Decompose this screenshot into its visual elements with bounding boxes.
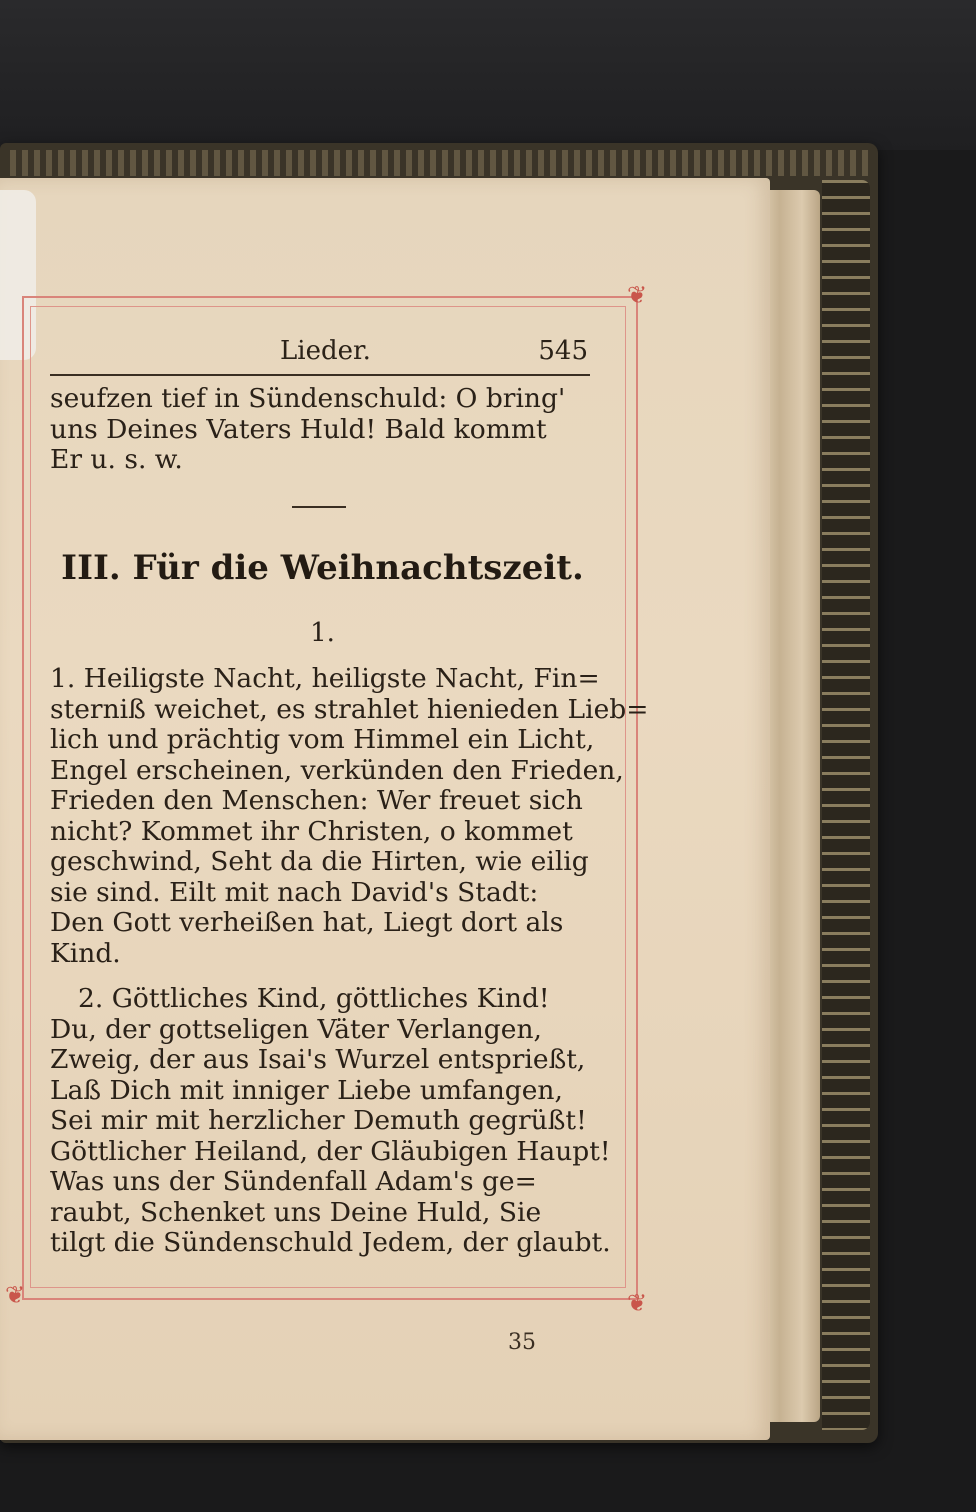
- text-line: Göttlicher Heiland, der Gläubigen Haupt!: [50, 1135, 611, 1167]
- text-line: raubt, Schenket uns Deine Huld, Sie: [50, 1196, 542, 1228]
- text-line: sterniß weichet, es strahlet hienieden Lieb=: [50, 693, 649, 725]
- text-line: 1. Heiligste Nacht, heiligste Nacht, Fin=: [50, 663, 600, 694]
- text-line: nicht? Kommet ihr Christen, o kommet: [50, 815, 573, 847]
- text-line: Kind.: [50, 937, 121, 969]
- text-line: geschwind, Seht da die Hirten, wie eilig: [50, 846, 589, 877]
- text-line: lich und prächtig vom Himmel ein Licht,: [50, 724, 595, 755]
- text-line: sie sind. Eilt mit nach David's Stadt:: [50, 876, 539, 908]
- text-line: Sei mir mit herzlicher Demuth gegrüßt!: [50, 1105, 587, 1136]
- text-line: uns Deines Vaters Huld! Bald kommt: [50, 413, 547, 445]
- text-line: Frieden den Menschen: Wer freuet sich: [50, 785, 583, 816]
- section-heading: III. Für die Weihnachtszeit.: [61, 548, 584, 588]
- text-line: Den Gott verheißen hat, Liegt dort als: [50, 907, 564, 938]
- text-line: Engel erscheinen, verkünden den Frieden,: [50, 754, 624, 786]
- text-line: Er u. s. w.: [50, 444, 183, 475]
- running-head-title: Lieder.: [280, 336, 371, 366]
- text-line: Was uns der Sündenfall Adam's ge=: [50, 1166, 537, 1197]
- hymn-number: 1.: [310, 618, 335, 648]
- text-line: Du, der gottseligen Väter Verlangen,: [50, 1013, 542, 1045]
- text-line: 2. Göttliches Kind, göttliches Kind!: [78, 983, 550, 1014]
- cover-gilt-border-right: [822, 180, 870, 1430]
- section-divider: [292, 506, 346, 508]
- text-line: Zweig, der aus Isai's Wurzel entsprießt,: [50, 1044, 586, 1075]
- continuation-text: [50, 384, 595, 476]
- dark-background: [0, 0, 976, 150]
- running-head: [50, 332, 590, 376]
- text-line: seufzen tief in Sündenschuld: O bring': [50, 383, 566, 414]
- page-number: 545: [538, 336, 588, 366]
- verse-1: [50, 663, 649, 969]
- verse-2: [50, 983, 611, 1259]
- signature-mark: 35: [508, 1330, 536, 1355]
- corner-ornament-icon: ❦: [626, 281, 648, 309]
- text-line: Laß Dich mit inniger Liebe umfangen,: [50, 1074, 563, 1106]
- text-line: tilgt die Sündenschuld Jedem, der glaubt.: [50, 1227, 611, 1258]
- corner-ornament-icon: ❦: [4, 1281, 26, 1309]
- corner-ornament-icon: ❦: [626, 1289, 648, 1317]
- cover-gilt-border-top: [10, 150, 868, 176]
